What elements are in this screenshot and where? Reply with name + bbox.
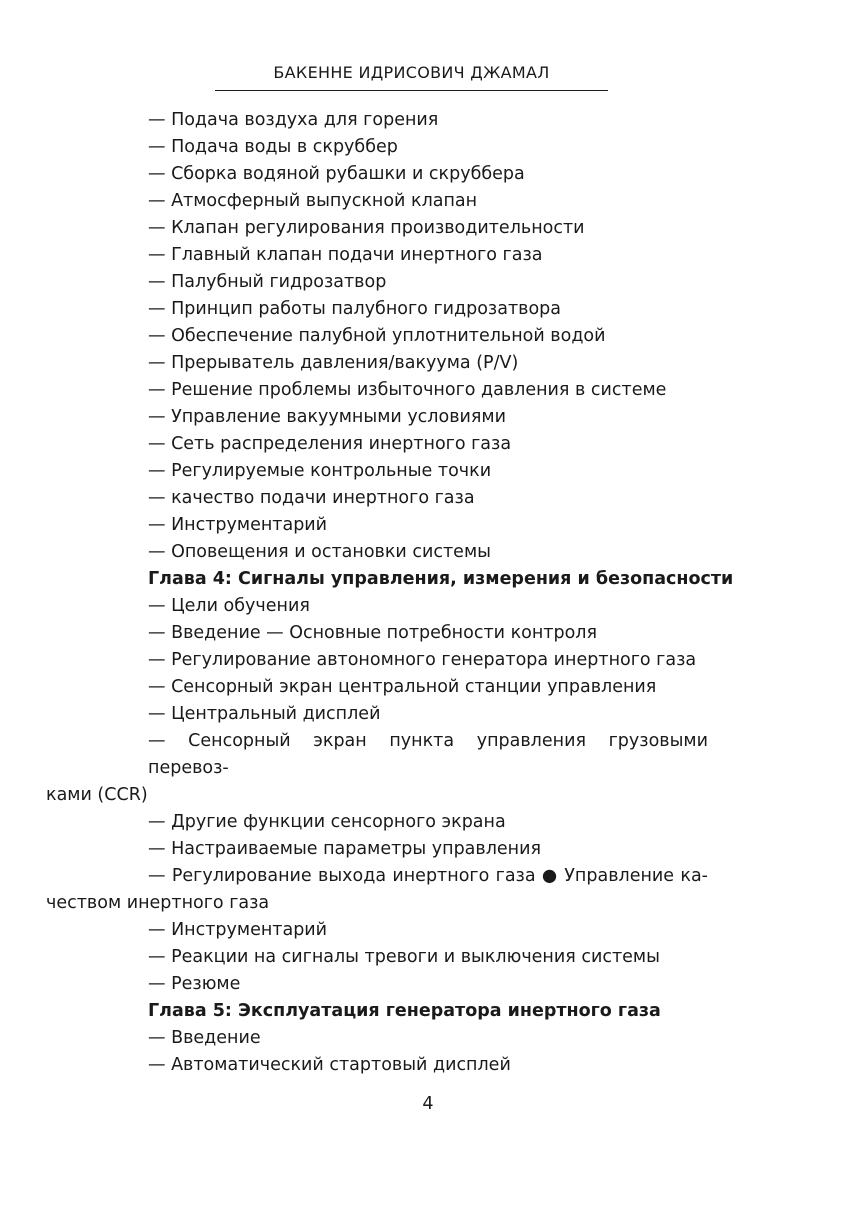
chapter-5-title: Глава 5: Эксплуатация генератора инертного газа — [148, 1001, 661, 1021]
toc-entry-line: — Регулирование выхода инертного газа ● Управление ка- — [148, 866, 708, 886]
toc-entry: — Прерыватель давления/вакуума (P/V) — [148, 353, 519, 373]
toc-entry: — Резюме — [148, 974, 241, 994]
toc-entry: — Реакции на сигналы тревоги и выключения системы — [148, 947, 660, 967]
toc-entry: — Оповещения и остановки системы — [148, 542, 491, 562]
running-header: БАКЕННЕ ИДРИСОВИЧ ДЖАМАЛ — [215, 62, 608, 91]
toc-entry-wrapped — [46, 728, 708, 809]
toc-entry: — Обеспечение палубной уплотнительной водой — [148, 326, 606, 346]
toc-entry-wrapped — [46, 863, 708, 917]
toc-entry: — Палубный гидрозатвор — [148, 272, 387, 292]
toc-entry: — Регулируемые контрольные точки — [148, 461, 492, 481]
toc-entry: — Подача воздуха для горения — [148, 110, 439, 130]
toc-entry: — Сеть распределения инертного газа — [148, 434, 512, 454]
toc-entry: — Атмосферный выпускной клапан — [148, 191, 478, 211]
toc-entry: — Введение — Основные потребности контроля — [148, 623, 598, 643]
page-number: 4 — [422, 1094, 434, 1114]
toc-entry: — Инструментарий — [148, 920, 328, 940]
toc-entry: — Сенсорный экран центральной станции управления — [148, 677, 657, 697]
toc-entry: — качество подачи инертного газа — [148, 488, 475, 508]
toc-entry: — Инструментарий — [148, 515, 328, 535]
toc-entry: — Цели обучения — [148, 596, 310, 616]
toc-entry: — Главный клапан подачи инертного газа — [148, 245, 543, 265]
toc-entry: — Центральный дисплей — [148, 704, 381, 724]
toc-entry: — Другие функции сенсорного экрана — [148, 812, 506, 832]
toc-entry: — Управление вакуумными условиями — [148, 407, 506, 427]
toc-entry: — Введение — [148, 1028, 261, 1048]
toc-content — [46, 107, 734, 1079]
toc-entry-line: — Сенсорный экран пункта управления грузовыми перевоз- — [148, 731, 708, 778]
toc-entry: — Регулирование автономного генератора инертного газа — [148, 650, 697, 670]
toc-entry: — Сборка водяной рубашки и скруббера — [148, 164, 525, 184]
toc-entry-continuation: ками (CCR) — [46, 785, 148, 805]
toc-entry: — Решение проблемы избыточного давления в системе — [148, 380, 667, 400]
toc-entry: — Подача воды в скруббер — [148, 137, 398, 157]
toc-entry: — Клапан регулирования производительности — [148, 218, 585, 238]
toc-entry-continuation: чеством инертного газа — [46, 893, 270, 913]
toc-entry: — Настраиваемые параметры управления — [148, 839, 542, 859]
toc-entry: — Автоматический стартовый дисплей — [148, 1055, 511, 1075]
toc-entry: — Принцип работы палубного гидрозатвора — [148, 299, 562, 319]
chapter-4-title: Глава 4: Сигналы управления, измерения и безопасности — [148, 569, 734, 589]
